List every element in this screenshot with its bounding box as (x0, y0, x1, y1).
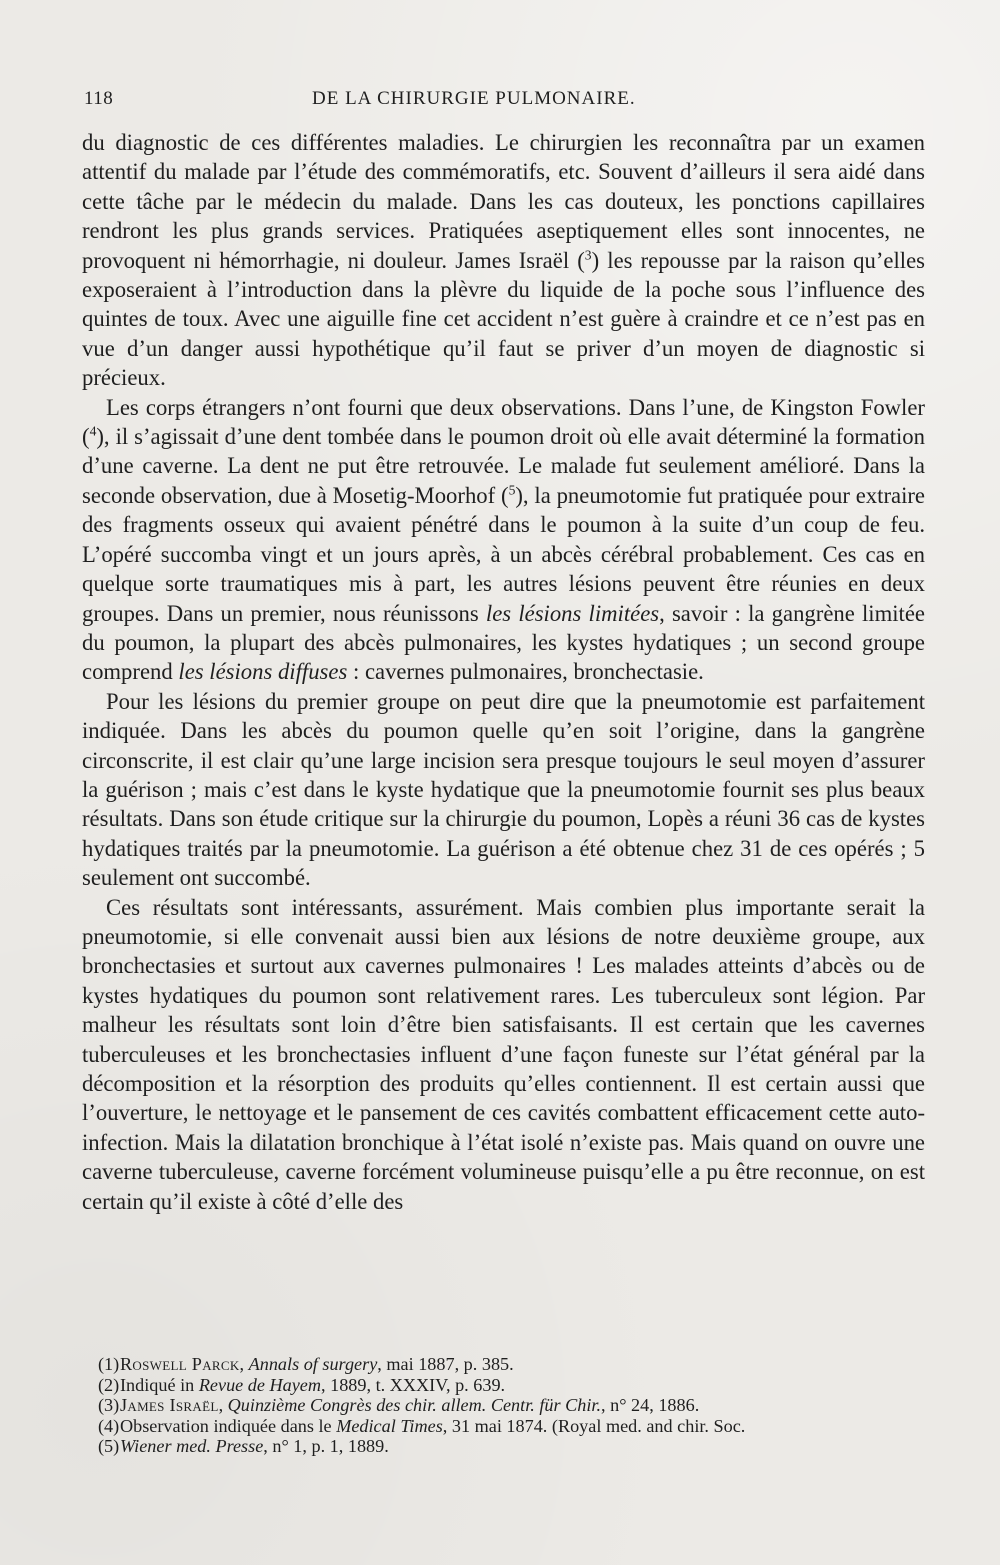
footnote-title-1: Annals of surgery (248, 1354, 378, 1374)
footnote-3 (98, 1395, 918, 1416)
paragraph-diagnostic-text-a: du diagnostic de ces différentes maladies. Le chirurgien les reconnaîtra par un examen attentif du malade par l’étude des commémoratifs, etc. Souvent d’ailleurs il sera aidé dans cette tâche par le médecin du malade. Dans les cas douteux, les ponctions capillaires rendront les plus grands services. Pratiquées aseptiquement elles sont innocentes, ne provoquent ni hémorrhagie, ni douleur. James Israël ( (82, 130, 925, 273)
paragraph-foreign-bodies-text-c: ), la pneumotomie fut pratiquée pour extraire des fragments osseux qui avaient pénétré dans le poumon à la suite d’un coup de feu. L’opéré succomba vingt et un jours après, à un abcès cérébral probablement. Ces cas en quelque sorte traumatiques mis à part, les autres lésions peuvent être réunies en deux groupes. Dans un premier, nous réunissons (82, 482, 925, 626)
footnote-author-3: James Israël (120, 1395, 219, 1415)
paragraph-foreign-bodies-text-b: ), il s’agissait d’une dent tombée dans le poumon droit où elle avait déterminé la formation d’une caverne. La dent ne put être retrouvée. Le malade fut seulement amélioré. Dans la seconde observation, due à Mosetig-Moorhof ( (82, 424, 925, 508)
footnote-ref-3: 3 (584, 247, 592, 263)
footnote-5 (98, 1436, 918, 1457)
footnote-separator-1: , (239, 1354, 249, 1374)
footnote-ref-5: 5 (508, 482, 516, 498)
footnote-title-4: Medical Times (336, 1415, 443, 1436)
footnote-title-3: Quinzième Congrès des chir. allem. Centr. für Chir. (227, 1395, 602, 1415)
paragraph-first-group: Pour les lésions du premier groupe on peut dire que la pneumotomie est parfaitement indiquée. Dans les abcès du poumon quelle qu’en soit l’origine, dans la gangrène circonscrite, il est clair qu’une large incision sera presque toujours le seul moyen d’assurer la guérison ; mais c’est dans le kyste hydatique que la pneumotomie fournit ses plus beaux résultats. Dans son étude critique sur la chirurgie du poumon, Lopès a réuni 36 cas de kystes hydatiques traités par la pneumotomie. La guérison a été obtenue chez 31 de ces opérés ; 5 seulement ont succombé. (82, 688, 925, 891)
page-header (84, 88, 916, 116)
footnote-marker-5: (5) (98, 1436, 120, 1456)
paragraph-results: Ces résultats sont intéressants, assurément. Mais combien plus importante serait la pneumotomie, si elle convenait aussi bien aux lésions de notre deuxième groupe, aux bronchectasies et surtout aux cavernes pulmonaires ! Les malades atteints d’abcès ou de kystes hydatiques du poumon sont relativement rares. Les tuberculeux sont légion. Par malheur les résultats sont loin d’être bien satisfaisants. Il est certain que les cavernes tuberculeuses et les bronchectasies influent d’une façon funeste sur l’état général par la décomposition et la résorption des produits qu’elles contiennent. Il est certain aussi que l’ouverture, le nettoyage et le pansement de ces cavités combattent efficacement cette auto-infection. Mais la dilatation bronchique à l’état isolé n’existe pas. Mais quand on ouvre une caverne tuberculeuse, caverne forcément volumineuse puisqu’elle a pu être reconnue, on est certain qu’il existe à côté d’elle des (82, 894, 925, 1214)
footnotes (98, 1354, 918, 1457)
footnote-4 (98, 1416, 918, 1437)
footnote-2 (98, 1375, 918, 1396)
footnote-citation-1: , mai 1887, p. 385. (377, 1354, 514, 1374)
footnote-marker-1: (1) (98, 1354, 120, 1374)
footnote-citation-2: , 1889, t. XXXIV, p. 639. (321, 1374, 506, 1395)
footnote-marker-2: (2) (98, 1374, 120, 1395)
footnote-title-5: Wiener med. Presse (120, 1436, 264, 1456)
footnote-citation-3: , n° 24, 1886. (601, 1395, 700, 1415)
footnote-citation-5: , n° 1, p. 1, 1889. (263, 1436, 389, 1456)
italic-limited-lesions: les lésions limitées (485, 600, 660, 626)
footnote-citation-4: , 31 mai 1874. (Royal med. and chir. Soc. (442, 1415, 746, 1436)
paragraph-foreign-bodies-text-a: Les corps étrangers n’ont fourni que deux observations. Dans l’une, de Kingston Fowler ( (82, 394, 925, 450)
footnote-marker-4: (4) (98, 1415, 120, 1436)
footnote-author-1: Roswell Parck (120, 1354, 240, 1374)
footnote-ref-4: 4 (89, 423, 97, 439)
paragraph-diagnostic (82, 128, 925, 393)
footnote-1 (98, 1354, 918, 1375)
footnote-lead-4: Observation indiquée dans le (120, 1415, 337, 1436)
footnote-marker-3: (3) (98, 1395, 120, 1415)
italic-diffuse-lesions: les lésions diffuses (178, 659, 348, 685)
paragraph-foreign-bodies (82, 393, 925, 687)
page-number: 118 (84, 88, 114, 109)
footnote-separator-3: , (218, 1395, 228, 1415)
main-text (82, 128, 925, 1216)
paragraph-foreign-bodies-text-e: : cavernes pulmonaires, bronchectasie. (347, 659, 704, 685)
footnote-title-2: Revue de Hayem (198, 1374, 322, 1395)
paragraph-diagnostic-text-b: ) les repousse par la raison qu’elles exposeraient à l’introduction dans la plèvre du liquide de la poche sous l’influence des quintes de toux. Avec une aiguille fine cet accident n’est guère à craindre et ce n’est pas en vue d’un danger aussi hypothétique qu’il faut se priver d’un moyen de diagnostic si précieux. (82, 247, 925, 391)
footnote-lead-2: Indiqué in (120, 1374, 199, 1395)
running-title: DE LA CHIRURGIE PULMONAIRE. (312, 88, 636, 109)
paragraph-foreign-bodies-text-d: , savoir : la gangrène limitée du poumon, la plupart des abcès pulmonaires, les kystes hydatiques ; un second groupe comprend (82, 600, 925, 685)
